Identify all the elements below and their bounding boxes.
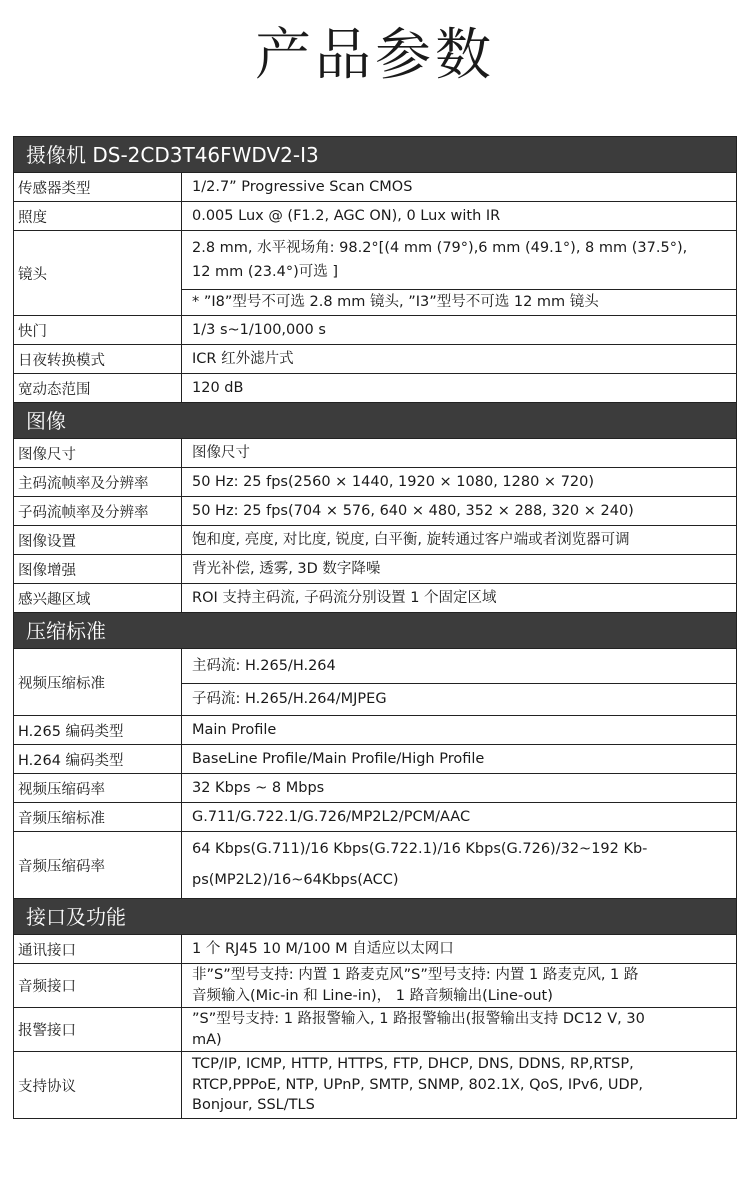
spec-value — [182, 1008, 737, 1051]
spec-label: 主码流帧率及分辨率 — [14, 468, 182, 496]
spec-label: 音频压缩码率 — [14, 832, 182, 898]
spec-value — [182, 316, 737, 344]
spec-row — [14, 526, 737, 555]
spec-label: 感兴趣区域 — [14, 584, 182, 612]
section-header: 图像 — [14, 403, 737, 439]
spec-row — [14, 1052, 737, 1119]
spec-value — [182, 832, 737, 898]
spec-value — [182, 231, 737, 315]
spec-value-line: 1 个 RJ45 10 M/100 M 自适应以太网口 — [192, 940, 454, 957]
spec-value — [182, 745, 737, 773]
spec-value-line: 50 Hz: 25 fps(2560 × 1440, 1920 × 1080, 1280 × 720) — [192, 473, 595, 490]
spec-label: 通讯接口 — [14, 935, 182, 963]
spec-row — [14, 173, 737, 202]
spec-row — [14, 468, 737, 497]
spec-value-line: ROI 支持主码流, 子码流分别设置 1 个固定区域 — [192, 589, 497, 606]
section-header: 接口及功能 — [14, 899, 737, 935]
spec-label: 支持协议 — [14, 1052, 182, 1118]
spec-label: 视频压缩码率 — [14, 774, 182, 802]
spec-value-line: 64 Kbps(G.711)/16 Kbps(G.722.1)/16 Kbps(G.726)/32~192 Kb- — [192, 841, 648, 857]
spec-label: 快门 — [14, 316, 182, 344]
spec-row — [14, 832, 737, 899]
spec-row — [14, 231, 737, 316]
spec-row — [14, 439, 737, 468]
spec-label: 图像设置 — [14, 526, 182, 554]
spec-label: 照度 — [14, 202, 182, 230]
spec-label: H.264 编码类型 — [14, 745, 182, 773]
spec-label: 子码流帧率及分辨率 — [14, 497, 182, 525]
section-header: 摄像机 DS-2CD3T46FWDV2-I3 — [14, 137, 737, 173]
spec-value — [182, 1052, 737, 1118]
spec-value-line: Bonjour, SSL/TLS — [192, 1097, 315, 1114]
spec-value — [182, 774, 737, 802]
spec-table — [13, 136, 737, 1119]
spec-value — [182, 803, 737, 831]
spec-value-line: 120 dB — [192, 379, 244, 396]
spec-row — [14, 202, 737, 231]
spec-value-line: 0.005 Lux @ (F1.2, AGC ON), 0 Lux with IR — [192, 207, 501, 224]
spec-row — [14, 964, 737, 1008]
spec-value-line: BaseLine Profile/Main Profile/High Profile — [192, 750, 485, 767]
spec-value — [182, 584, 737, 612]
spec-row — [14, 584, 737, 613]
spec-row — [14, 345, 737, 374]
spec-label: 图像增强 — [14, 555, 182, 583]
spec-row — [14, 649, 737, 716]
spec-value-line: 主码流: H.265/H.264 — [192, 658, 336, 674]
spec-value-line: 1/3 s~1/100,000 s — [192, 321, 326, 338]
spec-row — [14, 803, 737, 832]
spec-value-line: RTCP,PPPoE, NTP, UPnP, SMTP, SNMP, 802.1X, QoS, IPv6, UDP, — [192, 1076, 643, 1093]
spec-row — [14, 374, 737, 403]
spec-value — [182, 202, 737, 230]
spec-label: 传感器类型 — [14, 173, 182, 201]
spec-value-line: 1/2.7” Progressive Scan CMOS — [192, 178, 413, 195]
spec-value-line: ”S”型号支持: 1 路报警输入, 1 路报警输出(报警输出支持 DC12 V, 30 — [192, 1011, 645, 1027]
spec-label: 图像尺寸 — [14, 439, 182, 467]
spec-value — [182, 526, 737, 554]
spec-value-line: 图像尺寸 — [192, 444, 250, 461]
spec-value-line: 2.8 mm, 水平视场角: 98.2°[(4 mm (79°),6 mm (49.1°), 8 mm (37.5°), — [192, 240, 688, 256]
spec-label: 音频压缩标准 — [14, 803, 182, 831]
spec-value — [182, 555, 737, 583]
spec-subvalue: 子码流: H.265/H.264/MJPEG — [182, 683, 736, 715]
spec-value-line: mA) — [192, 1031, 222, 1048]
spec-value — [182, 497, 737, 525]
spec-value — [182, 716, 737, 744]
spec-value-line: 饱和度, 亮度, 对比度, 锐度, 白平衡, 旋转通过客户端或者浏览器可调 — [192, 531, 630, 548]
section-header: 压缩标准 — [14, 613, 737, 649]
spec-value — [182, 345, 737, 373]
spec-row — [14, 716, 737, 745]
spec-label: H.265 编码类型 — [14, 716, 182, 744]
spec-value-line: 背光补偿, 透雾, 3D 数字降噪 — [192, 560, 381, 577]
spec-row — [14, 497, 737, 526]
spec-value-line: ICR 红外滤片式 — [192, 350, 294, 367]
spec-value-line: Main Profile — [192, 721, 277, 738]
spec-label: 镜头 — [14, 231, 182, 315]
spec-value — [182, 964, 737, 1007]
spec-label: 视频压缩标准 — [14, 649, 182, 715]
spec-value — [182, 173, 737, 201]
spec-value — [182, 374, 737, 402]
spec-value — [182, 935, 737, 963]
spec-value — [182, 649, 737, 715]
spec-row — [14, 1008, 737, 1052]
spec-label: 报警接口 — [14, 1008, 182, 1051]
spec-row — [14, 555, 737, 584]
spec-row — [14, 935, 737, 964]
spec-value-line: TCP/IP, ICMP, HTTP, HTTPS, FTP, DHCP, DNS, DDNS, RP,RTSP, — [192, 1056, 634, 1073]
spec-value — [182, 439, 737, 467]
spec-subvalue: * ”I8”型号不可选 2.8 mm 镜头, ”I3”型号不可选 12 mm 镜头 — [182, 289, 736, 315]
spec-row — [14, 316, 737, 345]
spec-value-line: 音频输入(Mic-in 和 Line-in)， 1 路音频输出(Line-out) — [192, 987, 553, 1004]
spec-label: 日夜转换模式 — [14, 345, 182, 373]
spec-value-line: ps(MP2L2)/16~64Kbps(ACC) — [192, 872, 399, 888]
spec-label: 宽动态范围 — [14, 374, 182, 402]
spec-value-line: G.711/G.722.1/G.726/MP2L2/PCM/AAC — [192, 808, 471, 825]
spec-row — [14, 774, 737, 803]
spec-value-line: 50 Hz: 25 fps(704 × 576, 640 × 480, 352 × 288, 320 × 240) — [192, 502, 634, 519]
spec-value-line: 12 mm (23.4°)可选 ] — [192, 264, 339, 280]
page-title: 产品参数 — [255, 23, 495, 88]
spec-row — [14, 745, 737, 774]
spec-label: 音频接口 — [14, 964, 182, 1007]
spec-value-line: 32 Kbps ~ 8 Mbps — [192, 779, 325, 796]
spec-value-line: 非”S”型号支持: 内置 1 路麦克风”S”型号支持: 内置 1 路麦克风, 1 路 — [192, 967, 639, 983]
spec-value — [182, 468, 737, 496]
